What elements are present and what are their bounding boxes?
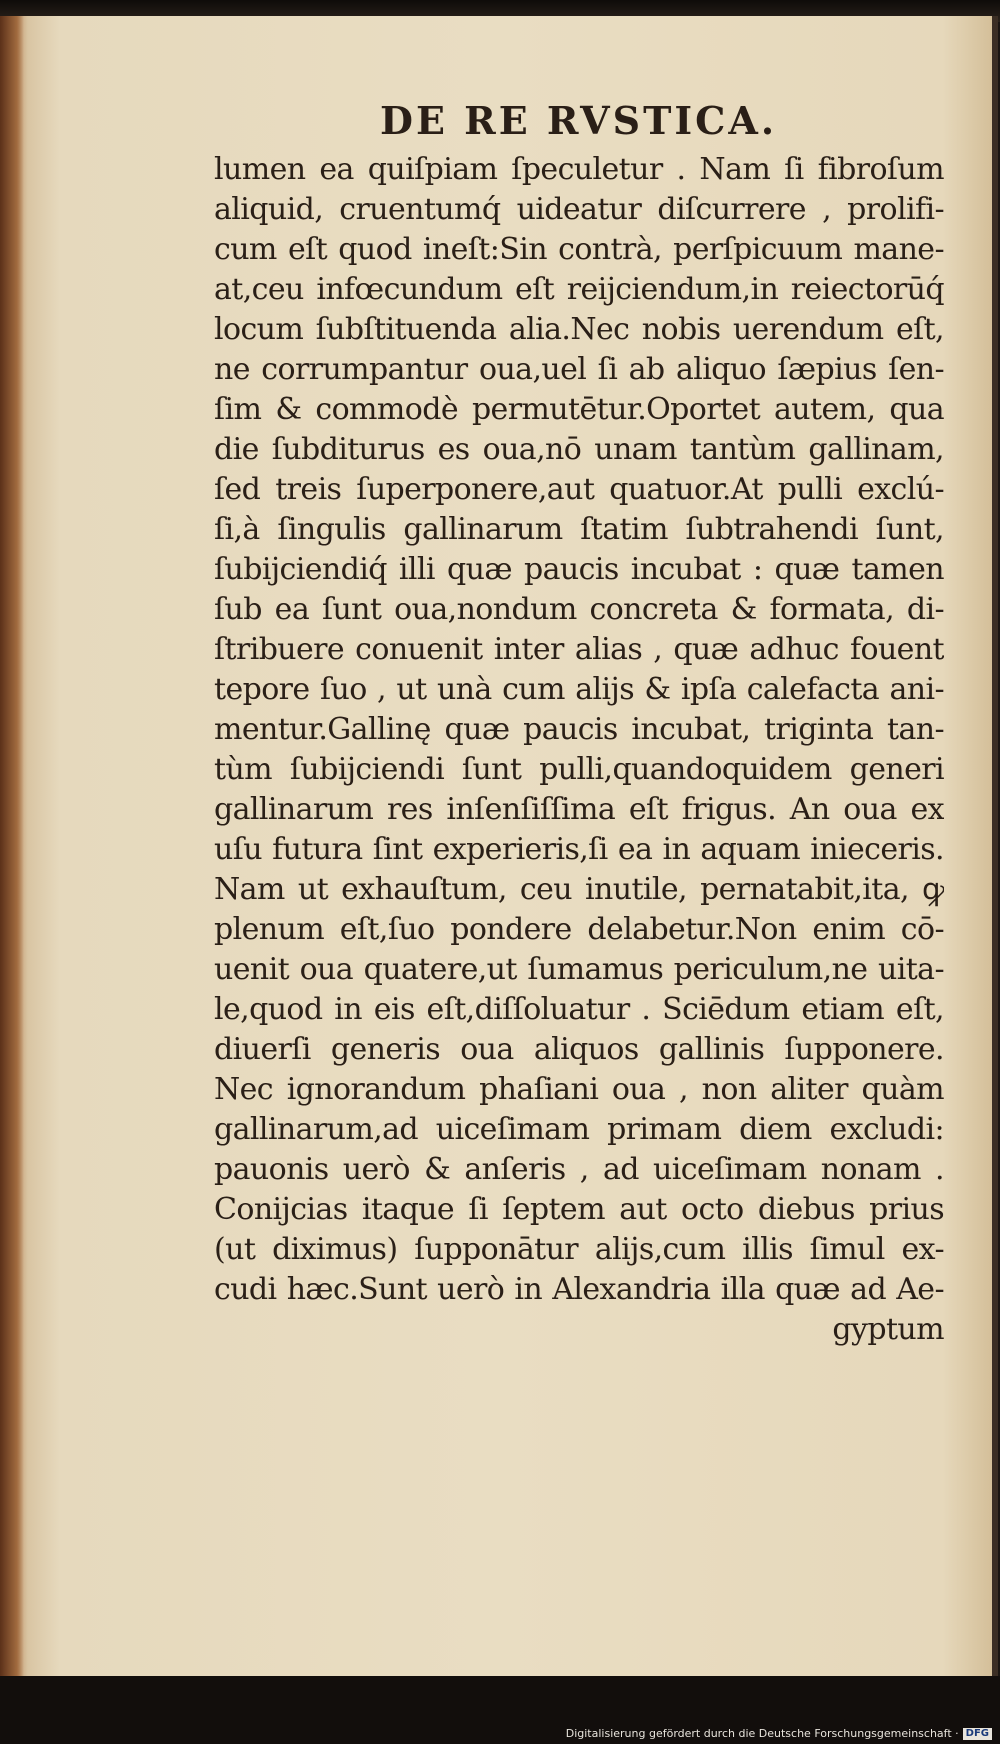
text-line: ſubijciendiq́ illi quæ paucis incubat : quæ tamen bbox=[214, 552, 944, 587]
text-line: ſub ea ſunt oua,nondum concreta & formata, di- bbox=[214, 592, 944, 627]
text-line: tùm ſubijciendi ſunt pulli,quandoquidem generi bbox=[214, 752, 944, 787]
text-line: uſu futura ſint experieris,ſi ea in aquam inieceris. bbox=[214, 832, 944, 867]
text-line: ſed treis ſuperponere,aut quatuor.At pulli exclú- bbox=[214, 472, 944, 507]
catchword: gyptum bbox=[832, 1312, 944, 1347]
text-line: le,quod in eis eſt,diſſoluatur . Sciēdum etiam eſt, bbox=[214, 992, 944, 1027]
text-line: at,ceu infœcundum eſt reijciendum,in reiectorūq́ bbox=[214, 272, 944, 307]
text-line: aliquid, cruentumq́ uideatur diſcurrere , prolifi- bbox=[214, 192, 944, 227]
text-line: Nam ut exhauſtum, ceu inutile, pernatabit,ita, ꝙ bbox=[214, 872, 944, 907]
text-line: Nec ignorandum phaſiani oua , non aliter quàm bbox=[214, 1072, 944, 1107]
text-line: locum ſubſtituenda alia.Nec nobis uerendum eſt, bbox=[214, 312, 944, 347]
running-head: DE RE RVSTICA. bbox=[380, 98, 778, 143]
text-line: ſtribuere conuenit inter alias , quæ adhuc fouent bbox=[214, 632, 944, 667]
text-line: ſi,à ſingulis gallinarum ſtatim ſubtrahendi ſunt, bbox=[214, 512, 944, 547]
text-line: (ut diximus) ſupponātur alijs,cum illis ſimul ex- bbox=[214, 1232, 944, 1267]
digitization-credit bbox=[566, 1727, 992, 1740]
text-line: gallinarum,ad uiceſimam primam diem excludi: bbox=[214, 1112, 944, 1147]
dfg-logo-icon: DFG bbox=[963, 1728, 992, 1740]
page-binding-edge bbox=[0, 16, 24, 1676]
text-line: die ſubditurus es oua,nō unam tantùm gallinam, bbox=[214, 432, 944, 467]
text-line: cum eſt quod ineſt:Sin contrà, perſpicuum mane- bbox=[214, 232, 944, 267]
text-line: lumen ea quiſpiam ſpeculetur . Nam ſi fibroſum bbox=[214, 152, 944, 187]
text-line: tepore ſuo , ut unà cum alijs & ipſa calefacta ani- bbox=[214, 672, 944, 707]
text-line: cudi hæc.Sunt uerò in Alexandria illa quæ ad Ae- bbox=[214, 1272, 944, 1307]
text-line: diuerſi generis oua aliquos gallinis ſupponere. bbox=[214, 1032, 944, 1067]
text-line: gallinarum res inſenſiſſima eſt frigus. An oua ex bbox=[214, 792, 944, 827]
body-text bbox=[214, 150, 944, 1350]
text-line: ſim & commodè permutētur.Oportet autem, qua bbox=[214, 392, 944, 427]
text-line: Conijcias itaque ſi ſeptem aut octo diebus prius bbox=[214, 1192, 944, 1227]
footer-text: Digitalisierung gefördert durch die Deutsche Forschungsgemeinschaft · bbox=[565, 1727, 959, 1740]
text-line: pauonis uerò & anſeris , ad uiceſimam nonam . bbox=[214, 1152, 944, 1187]
text-line: ne corrumpantur oua,uel ſi ab aliquo ſæpius ſen- bbox=[214, 352, 944, 387]
text-line: mentur.Gallinę quæ paucis incubat, triginta tan- bbox=[214, 712, 944, 747]
text-line: uenit oua quatere,ut ſumamus periculum,ne uita- bbox=[214, 952, 944, 987]
text-line: plenum eſt,ſuo pondere delabetur.Non enim cō- bbox=[214, 912, 944, 947]
